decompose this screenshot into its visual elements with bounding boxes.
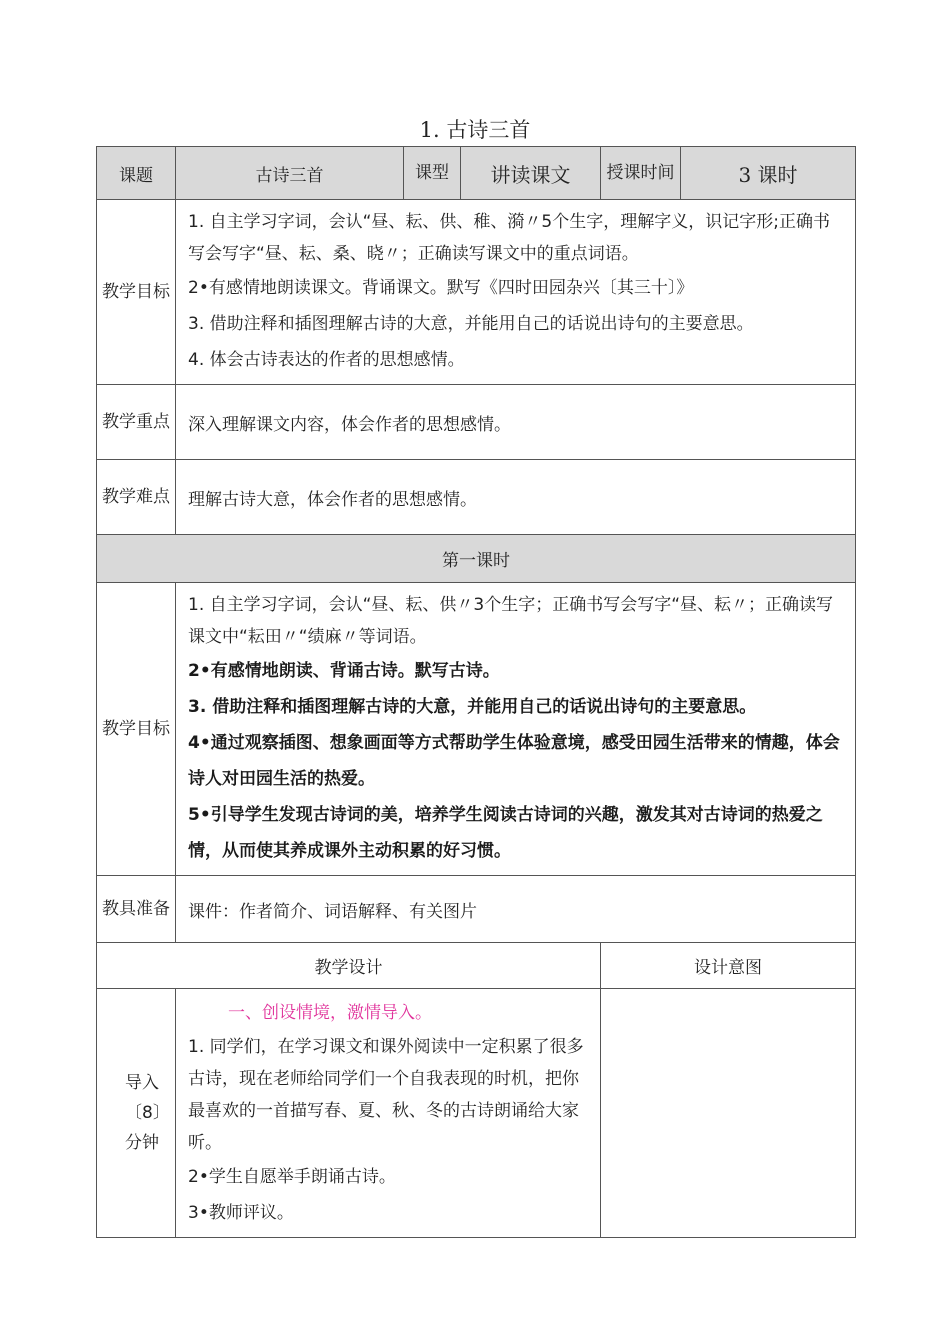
header-cell-topic-label: 课题 [97,147,176,200]
intro-intent [601,989,856,1238]
goal1-item: 1. 自主学习字词，会认“昼、耘、供〃3个生字；正确书写会写字“昼、耘〃；正确读写课文中“耘田〃“绩麻〃等词语。 [188,595,834,647]
difficulty-row [97,460,856,535]
intro-content [176,989,601,1238]
header-row [97,147,856,200]
goal1-item: 2•有感情地朗读、背诵古诗。默写古诗。 [188,661,500,681]
goal-item: 4. 体会古诗表达的作者的思想感情。 [188,350,465,370]
tools-row [97,876,856,943]
goals1-label: 教学目标 [97,583,176,876]
goals-row [97,200,856,385]
goal-item: 3. 借助注释和插图理解古诗的大意，并能用自己的话说出诗句的主要意思。 [188,314,754,334]
intro-item: 1. 同学们，在学习课文和课外阅读中一定积累了很多古诗，现在老师给同学们一个自我表现的时机，把你最喜欢的一首描写春、夏、秋、冬的古诗朗诵给大家听。 [188,1037,584,1153]
key-label: 教学重点 [97,385,176,460]
intro-item: 2•学生自愿举手朗诵古诗。 [188,1167,396,1187]
intro-heading: 一、创设情境，激情导入。 [228,1003,432,1023]
intent-header: 设计意图 [601,943,856,989]
lesson1-row [97,535,856,583]
header-cell-type-label: 课型 [404,147,461,200]
difficulty-label: 教学难点 [97,460,176,535]
difficulty-text: 理解古诗大意，体会作者的思想感情。 [176,460,856,535]
page-title: 1. 古诗三首 [419,118,531,142]
lesson1-heading: 第一课时 [97,535,856,583]
header-cell-topic: 古诗三首 [176,147,404,200]
key-row [97,385,856,460]
goal1-item: 5•引导学生发现古诗词的美，培养学生阅读古诗词的兴趣，激发其对古诗词的热爱之情，从而使其养成课外主动积累的好习惯。 [188,805,823,861]
goals1-row [97,583,856,876]
tools-label: 教具准备 [97,876,176,943]
goal-item: 2•有感情地朗读课文。背诵课文。默写《四时田园杂兴〔其三十〕》 [188,278,694,298]
goal1-item: 4•通过观察插图、想象画面等方式帮助学生体验意境，感受田园生活带来的情趣，体会诗人对田园生活的热爱。 [188,733,840,789]
tools-text: 课件：作者简介、词语解释、有关图片 [176,876,856,943]
intro-row [97,989,856,1238]
header-cell-type: 讲读课文 [461,147,601,200]
goals-label: 教学目标 [97,200,176,385]
lesson-plan-table [96,146,856,1238]
goals1-content [176,583,856,876]
goals-content [176,200,856,385]
header-cell-time: 3 课时 [681,147,856,200]
intro-item: 3•教师评议。 [188,1203,294,1223]
design-header-row [97,943,856,989]
key-text: 深入理解课文内容，体会作者的思想感情。 [176,385,856,460]
design-header: 教学设计 [97,943,601,989]
goal1-item: 3. 借助注释和插图理解古诗的大意，并能用自己的话说出诗句的主要意思。 [188,697,757,717]
intro-label: 导入〔8〕分钟 [97,989,176,1238]
header-cell-time-label: 授课时间 [601,147,681,200]
goal-item: 1. 自主学习字词，会认“昼、耘、供、稚、漪〃5个生字，理解字义，识记字形;正确书写会写字“昼、耘、桑、晓〃；正确读写课文中的重点词语。 [188,212,830,264]
